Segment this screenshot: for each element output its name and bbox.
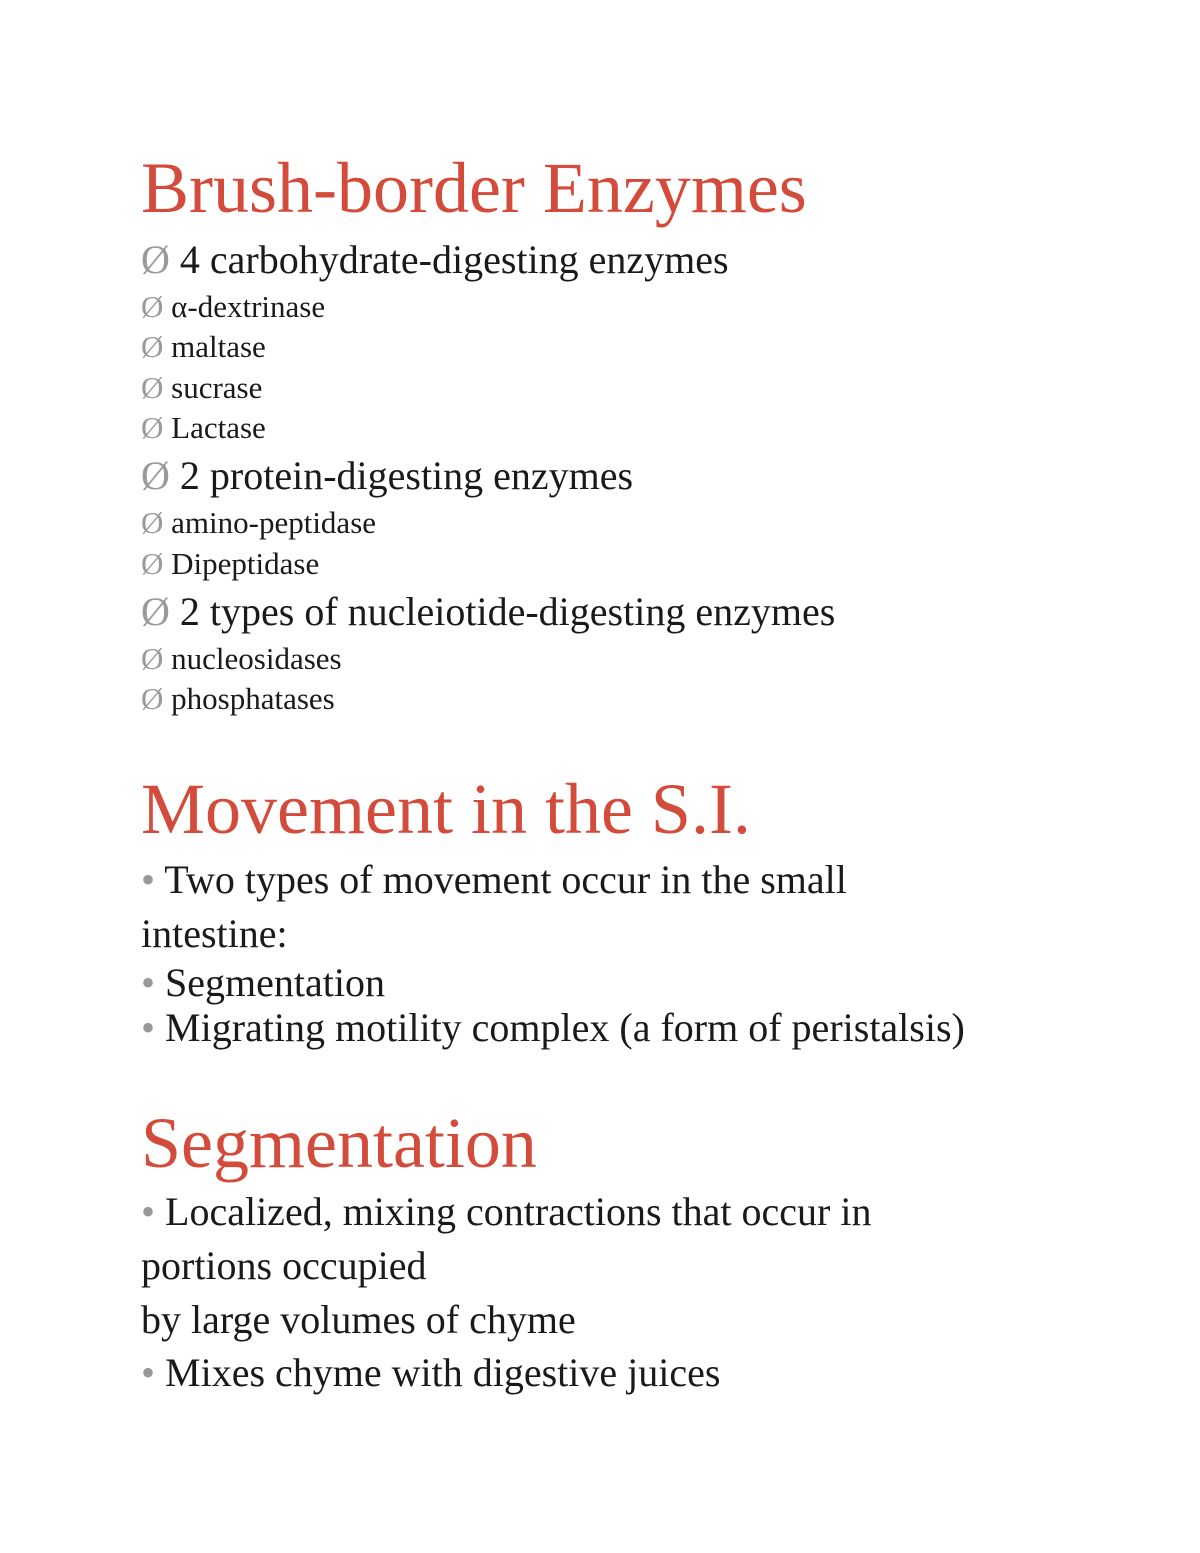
list-item-nucleosidases bbox=[141, 643, 342, 674]
heading-segmentation: Segmentation bbox=[141, 1103, 537, 1183]
bullet-marker: Ø bbox=[141, 641, 164, 676]
bullet-marker: Ø bbox=[141, 681, 164, 716]
bullet-marker: Ø bbox=[141, 453, 170, 498]
list-item-lactase bbox=[141, 412, 266, 443]
list-item-text: 4 carbohydrate-digesting enzymes bbox=[179, 237, 729, 282]
bullet-marker: Ø bbox=[141, 589, 170, 634]
segmentation-point2-text: Mixes chyme with digestive juices bbox=[165, 1350, 721, 1395]
list-item-text: 2 types of nucleiotide-digesting enzymes bbox=[179, 589, 836, 634]
movement-intro-line2: intestine: bbox=[141, 911, 288, 956]
bullet-marker: • bbox=[141, 1005, 156, 1050]
bullet-marker: • bbox=[141, 1189, 156, 1234]
bullet-marker: Ø bbox=[141, 370, 164, 405]
list-item-sucrase bbox=[141, 372, 262, 403]
list-item-dipeptidase bbox=[141, 548, 319, 579]
list-item-maltase bbox=[141, 331, 266, 362]
list-item-text: maltase bbox=[171, 329, 266, 364]
segmentation-point1-line3: by large volumes of chyme bbox=[141, 1297, 576, 1342]
list-item-text: nucleosidases bbox=[171, 641, 342, 676]
list-item-text: phosphatases bbox=[171, 681, 335, 716]
segmentation-point1-line1: Localized, mixing contractions that occur in bbox=[165, 1189, 872, 1234]
list-item-carbohydrate-enzymes bbox=[141, 237, 729, 282]
bullet-marker: • bbox=[141, 1350, 156, 1395]
list-item-segmentation bbox=[141, 960, 385, 1005]
list-item-text: Lactase bbox=[171, 410, 266, 445]
bullet-marker: Ø bbox=[141, 505, 164, 540]
bullet-marker: Ø bbox=[141, 289, 164, 324]
bullet-marker: Ø bbox=[141, 329, 164, 364]
list-item-text: Dipeptidase bbox=[171, 546, 320, 581]
list-item-text: Migrating motility complex (a form of peristalsis) bbox=[165, 1005, 965, 1050]
movement-intro-line1: Two types of movement occur in the small bbox=[164, 857, 847, 902]
list-item-migrating-motility-complex bbox=[141, 1005, 965, 1050]
list-item-phosphatases bbox=[141, 683, 335, 714]
heading-brush-border-enzymes: Brush-border Enzymes bbox=[141, 148, 807, 228]
segmentation-point2 bbox=[141, 1350, 721, 1395]
list-item-text: α-dextrinase bbox=[171, 289, 326, 324]
list-item-text: Segmentation bbox=[165, 960, 385, 1005]
list-item-protein-enzymes bbox=[141, 453, 634, 498]
list-item-amino-peptidase bbox=[141, 507, 376, 538]
list-item-nucleotide-enzymes bbox=[141, 589, 836, 634]
segmentation-point1-line2: portions occupied bbox=[141, 1243, 427, 1288]
list-item-text: sucrase bbox=[171, 370, 263, 405]
segmentation-point1 bbox=[141, 1189, 872, 1234]
bullet-marker: Ø bbox=[141, 410, 164, 445]
list-item-text: 2 protein-digesting enzymes bbox=[179, 453, 634, 498]
list-item-alpha-dextrinase bbox=[141, 291, 325, 322]
bullet-marker: Ø bbox=[141, 546, 164, 581]
bullet-marker: Ø bbox=[141, 237, 170, 282]
movement-intro bbox=[141, 857, 847, 902]
bullet-marker: • bbox=[141, 857, 156, 902]
list-item-text: amino-peptidase bbox=[171, 505, 377, 540]
bullet-marker: • bbox=[141, 960, 156, 1005]
heading-movement-in-si: Movement in the S.I. bbox=[141, 769, 751, 849]
